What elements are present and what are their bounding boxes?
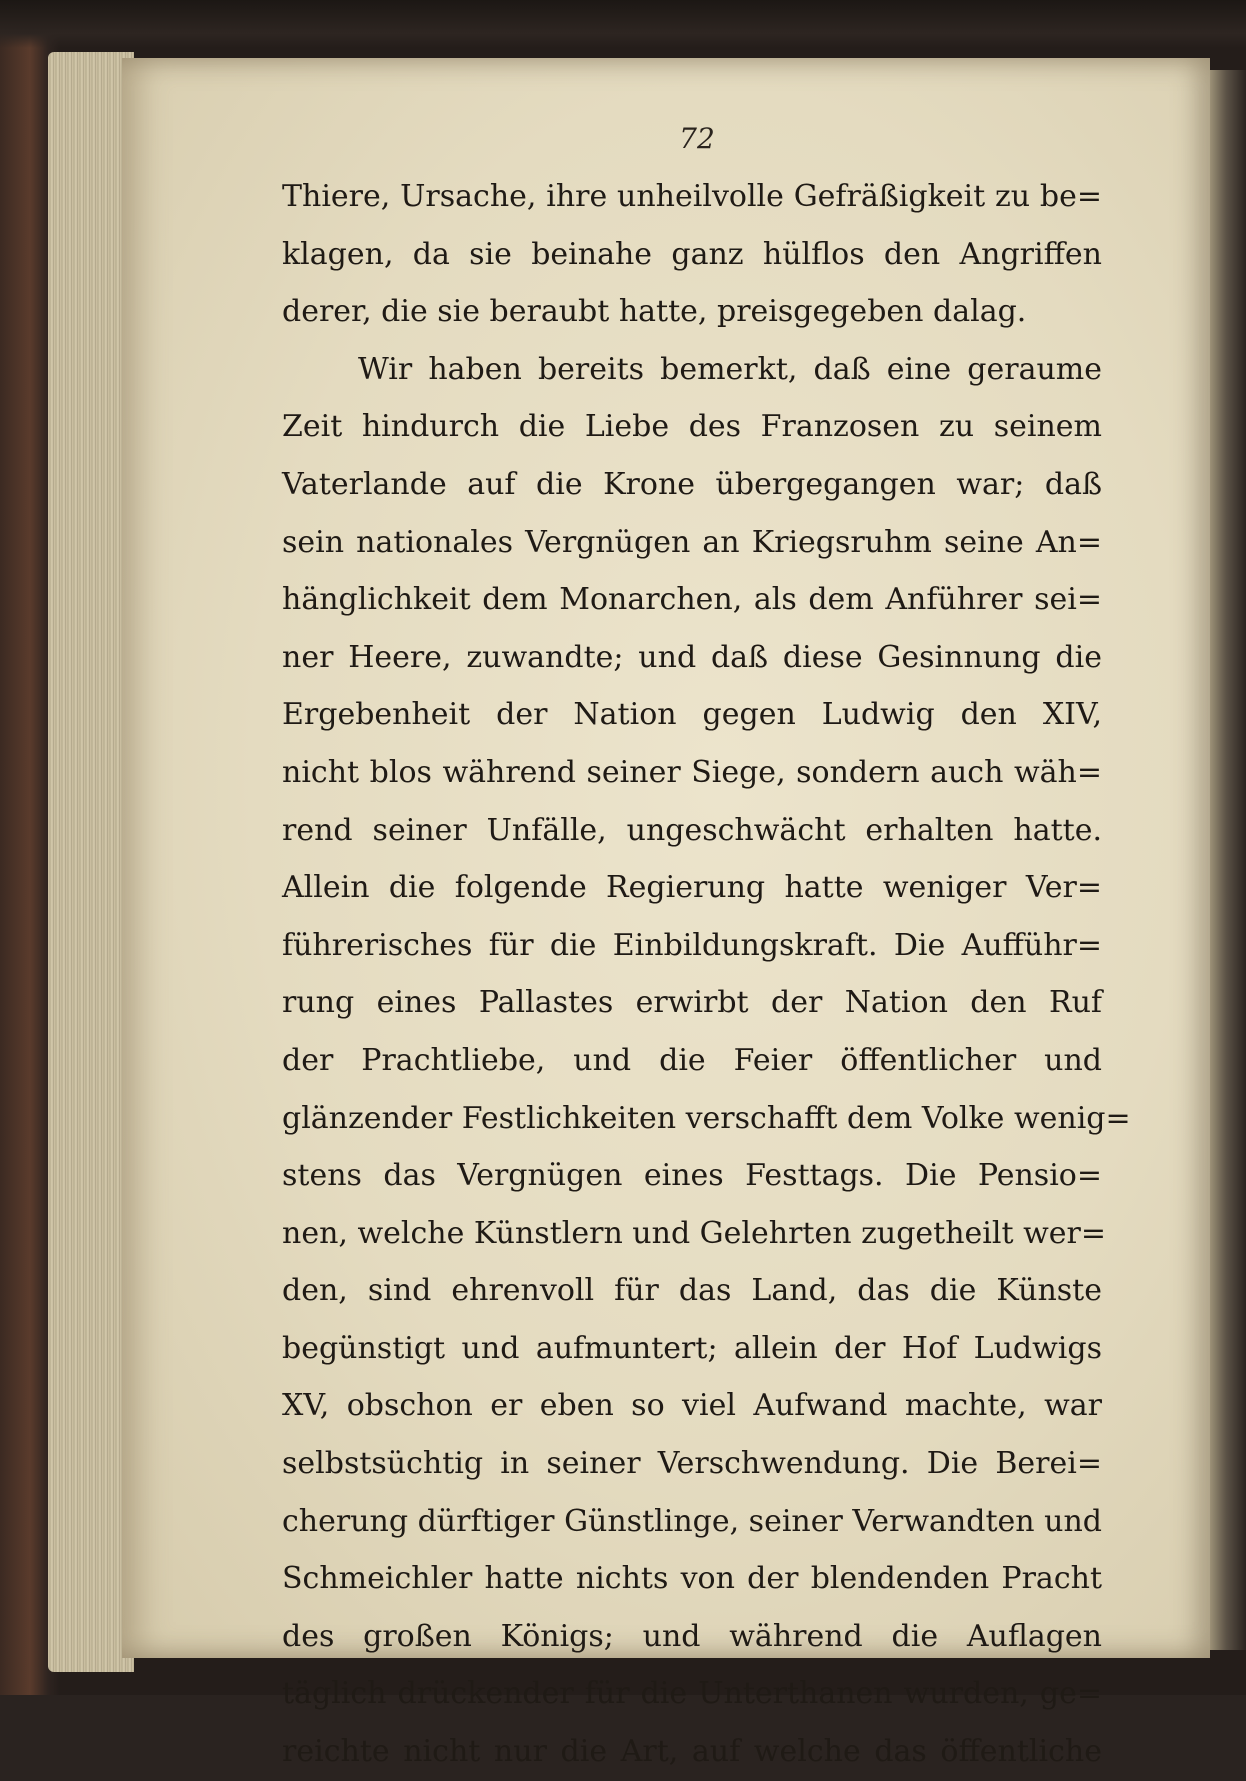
text-line: XV, obschon er eben so viel Aufwand machte, war xyxy=(282,1388,1102,1424)
text-line: Schmeichler hatte nichts von der blendenden Pracht xyxy=(282,1561,1102,1597)
text-line: klagen, da sie beinahe ganz hülflos den Angriffen xyxy=(282,236,1102,272)
text-line: selbstsüchtig in seiner Verschwendung. Die Berei= xyxy=(282,1446,1102,1482)
text-line: rung eines Pallastes erwirbt der Nation den Ruf xyxy=(282,985,1102,1021)
text-line: Thiere, Ursache, ihre unheilvolle Gefräßigkeit zu be= xyxy=(282,179,1102,214)
text-line: rend seiner Unfälle, ungeschwächt erhalten hatte. xyxy=(282,812,1102,848)
text-line: ner Heere, zuwandte; und daß diese Gesinnung die xyxy=(282,639,1102,675)
text-line: reichte nicht nur die Art, auf welche das öffentliche xyxy=(282,1734,1102,1770)
text-line: führerisches für die Einbildungskraft. Die Aufführ= xyxy=(282,927,1102,963)
page-number: 72 xyxy=(679,122,715,155)
text-line: Vaterlande auf die Krone übergegangen war; daß xyxy=(282,466,1102,502)
body-text xyxy=(282,168,1131,1781)
right-page-edge xyxy=(1210,70,1246,1650)
text-line: Ergebenheit der Nation gegen Ludwig den XIV, xyxy=(282,697,1102,733)
text-line: begünstigt und aufmuntert; allein der Hof Ludwigs xyxy=(282,1330,1102,1366)
text-line: nicht blos während seiner Siege, sondern auch wäh= xyxy=(282,754,1102,790)
text-line: stens das Vergnügen eines Festtags. Die Pensio= xyxy=(282,1158,1102,1194)
scan-top-shadow xyxy=(0,0,1246,48)
text-line: hänglichkeit dem Monarchen, als dem Anführer sei= xyxy=(282,582,1102,618)
text-line: sein nationales Vergnügen an Kriegsruhm seine An= xyxy=(282,524,1102,560)
text-line: der Prachtliebe, und die Feier öffentlicher und xyxy=(282,1042,1102,1078)
text-line: glänzender Festlichkeiten verschafft dem Volke wenig= xyxy=(282,1100,1131,1136)
text-line: cherung dürftiger Günstlinge, seiner Verwandten und xyxy=(282,1503,1102,1539)
text-line: Wir haben bereits bemerkt, daß eine geraume xyxy=(358,351,1102,387)
text-line: Allein die folgende Regierung hatte weniger Ver= xyxy=(282,870,1102,906)
text-line: des großen Königs; und während die Auflagen xyxy=(282,1618,1102,1654)
text-line: täglich drückender für die Unterthanen wurden, ge= xyxy=(282,1676,1102,1712)
text-line: nen, welche Künstlern und Gelehrten zugetheilt wer= xyxy=(282,1215,1106,1251)
text-line: den, sind ehrenvoll für das Land, das die Künste xyxy=(282,1273,1102,1309)
text-line: Zeit hindurch die Liebe des Franzosen zu seinem xyxy=(282,409,1102,445)
text-line: derer, die sie beraubt hatte, preisgegeben dalag. xyxy=(282,294,1027,330)
